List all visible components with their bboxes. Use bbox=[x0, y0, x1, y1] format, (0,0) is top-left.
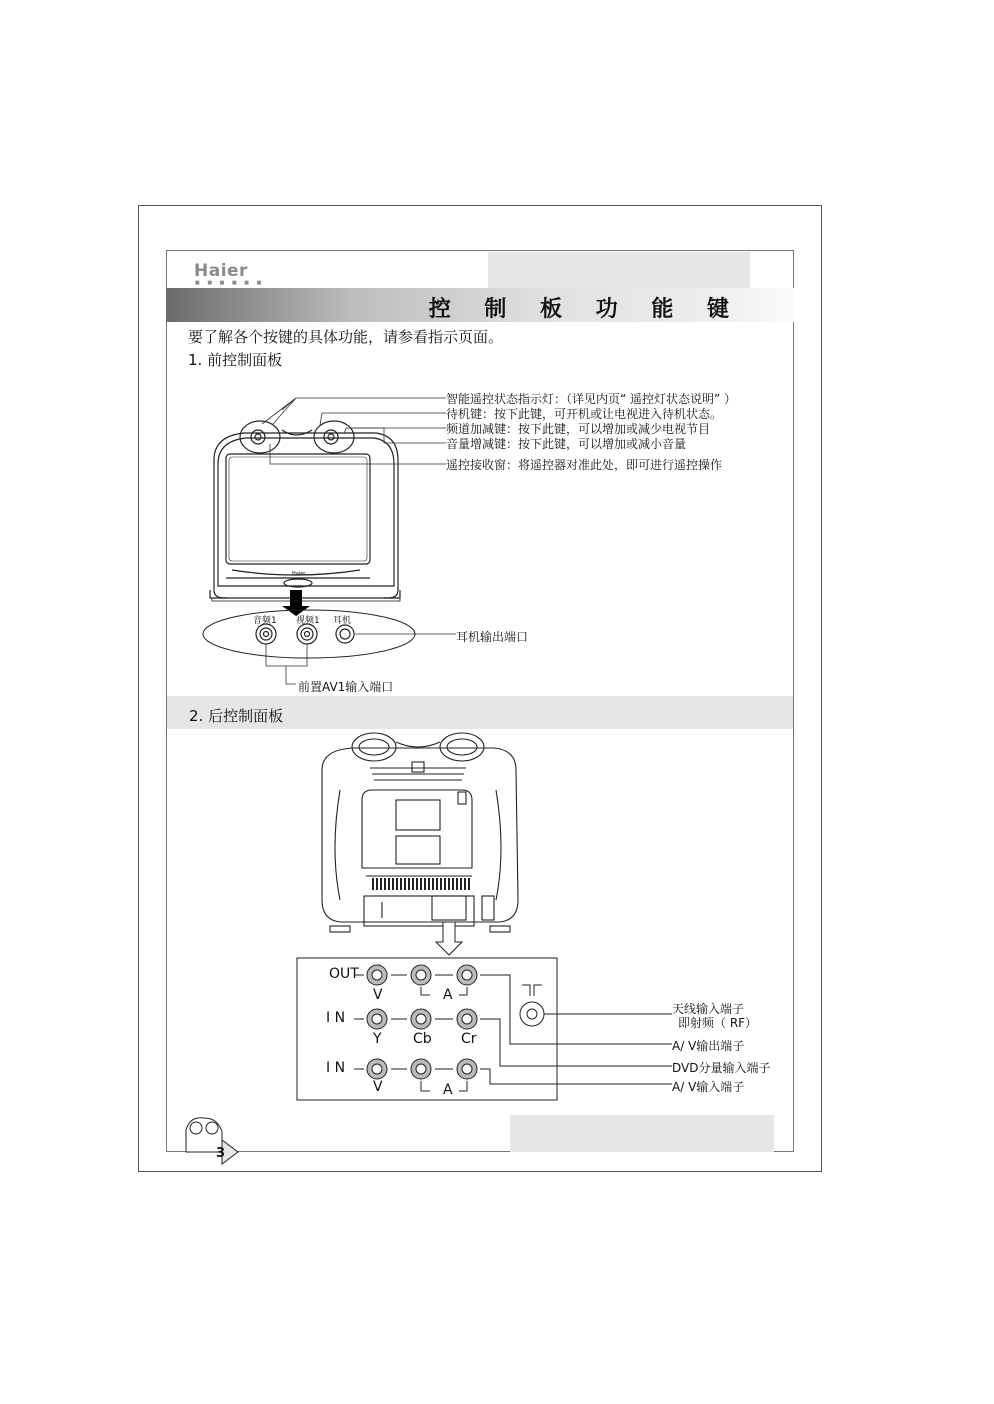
in2-v-label: V bbox=[373, 1079, 383, 1095]
section-front-heading: 1. 前控制面板 bbox=[188, 351, 283, 369]
out-a-label: A bbox=[443, 987, 453, 1003]
rf-label: 即射频（ RF） bbox=[678, 1016, 758, 1030]
av1-in-label: 前置AV1输入端口 bbox=[298, 680, 394, 694]
out-v-label: V bbox=[373, 987, 383, 1003]
jack-label-video: 视频1 bbox=[296, 616, 320, 626]
callout-volume: 音量增减键：按下此键，可以增加或减小音量 bbox=[446, 437, 687, 451]
av-out-label: A/ V输出端子 bbox=[672, 1039, 745, 1053]
callout-standby: 待机键：按下此键，可开机或让电视进入待机状态。 bbox=[446, 407, 723, 421]
antenna-label: 天线输入端子 bbox=[672, 1002, 745, 1016]
callout-channel: 频道加减键：按下此键，可以增加或减少电视节目 bbox=[446, 422, 711, 436]
callout-remote-window: 遥控接收窗：将遥控器对准此处，即可进行遥控操作 bbox=[446, 458, 723, 472]
section-rear-heading: 2. 后控制面板 bbox=[189, 707, 284, 725]
in1-y-label: Y bbox=[373, 1031, 382, 1047]
page-number: 3 bbox=[216, 1146, 226, 1161]
mascot-icon bbox=[186, 1118, 238, 1164]
haier-logo: Haier bbox=[194, 261, 248, 281]
av-in-label: A/ V输入端子 bbox=[672, 1080, 745, 1094]
in1-cb-label: Cb bbox=[413, 1031, 432, 1047]
row-label-in1: I N bbox=[326, 1010, 346, 1026]
page-title: 控 制 板 功 能 键 bbox=[428, 297, 742, 322]
tv-brand-small: Haier bbox=[292, 571, 306, 577]
in2-a-label: A bbox=[443, 1082, 453, 1098]
rear-tv-illustration bbox=[322, 733, 518, 932]
intro-text: 要了解各个按键的具体功能，请参看指示页面。 bbox=[188, 328, 504, 346]
logo-dots: ■ ■ ■ ■ ■ ■ bbox=[195, 280, 265, 286]
dvd-label: DVD分量输入端子 bbox=[672, 1061, 771, 1075]
in1-cr-label: Cr bbox=[461, 1031, 477, 1047]
jack-label-headphone: 耳机 bbox=[333, 616, 352, 626]
footer-gray-box bbox=[510, 1115, 774, 1152]
jack-label-audio: 音频1 bbox=[253, 616, 277, 626]
row-label-in2: I N bbox=[326, 1060, 346, 1076]
callout-indicator: 智能遥控状态指示灯：（详见内页“ 遥控灯状态说明” ） bbox=[446, 392, 737, 406]
headphone-out-label: 耳机输出端口 bbox=[456, 630, 529, 644]
row-label-out: OUT bbox=[329, 966, 359, 982]
